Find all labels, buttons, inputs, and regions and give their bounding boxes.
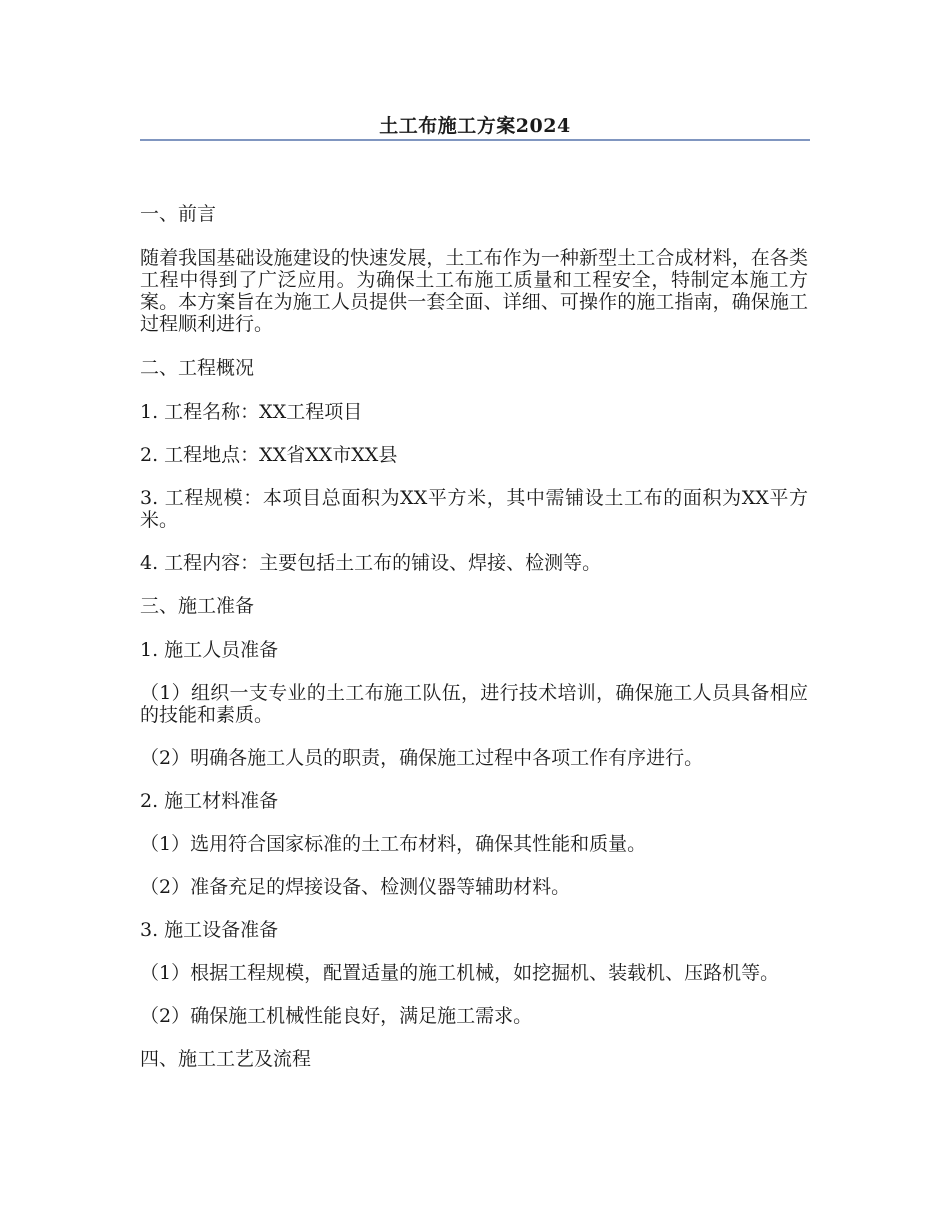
personnel-item-2: （2）明确各施工人员的职责，确保施工过程中各项工作有序进行。 xyxy=(140,747,704,769)
section-heading-preface: 一、前言 xyxy=(140,203,217,225)
overview-item-name: 1. 工程名称：XX工程项目 xyxy=(140,401,363,423)
preface-paragraph: 随着我国基础设施建设的快速发展，土工布作为一种新型土工合成材料，在各类工程中得到了广泛应用。为确保土工布施工质量和工程安全，特制定本施工方案。本方案旨在为施工人员提供一套全面、详细、可操作的施工指南，确保施工过程顺利进行。 xyxy=(140,247,808,335)
materials-item-1: （1）选用符合国家标准的土工布材料，确保其性能和质量。 xyxy=(140,833,647,855)
materials-item-2: （2）准备充足的焊接设备、检测仪器等辅助材料。 xyxy=(140,876,571,898)
overview-item-location: 2. 工程地点：XX省XX市XX县 xyxy=(140,444,398,466)
subheading-materials: 2. 施工材料准备 xyxy=(140,790,279,812)
title-underline xyxy=(140,139,810,141)
document-body xyxy=(140,203,808,1092)
document-title: 土工布施工方案2024 xyxy=(379,115,571,137)
personnel-item-1: （1）组织一支专业的土工布施工队伍，进行技术培训，确保施工人员具备相应的技能和素质。 xyxy=(140,682,808,726)
subheading-equipment: 3. 施工设备准备 xyxy=(140,919,279,941)
subheading-personnel: 1. 施工人员准备 xyxy=(140,639,279,661)
equipment-item-2: （2）确保施工机械性能良好，满足施工需求。 xyxy=(140,1005,533,1027)
section-heading-process: 四、施工工艺及流程 xyxy=(140,1048,312,1070)
equipment-item-1: （1）根据工程规模，配置适量的施工机械，如挖掘机、装载机、压路机等。 xyxy=(140,962,780,984)
overview-item-scale: 3. 工程规模：本项目总面积为XX平方米，其中需铺设土工布的面积为XX平方米。 xyxy=(140,487,808,531)
section-heading-preparation: 三、施工准备 xyxy=(140,595,255,617)
overview-item-content: 4. 工程内容：主要包括土工布的铺设、焊接、检测等。 xyxy=(140,552,602,574)
section-heading-overview: 二、工程概况 xyxy=(140,357,255,379)
